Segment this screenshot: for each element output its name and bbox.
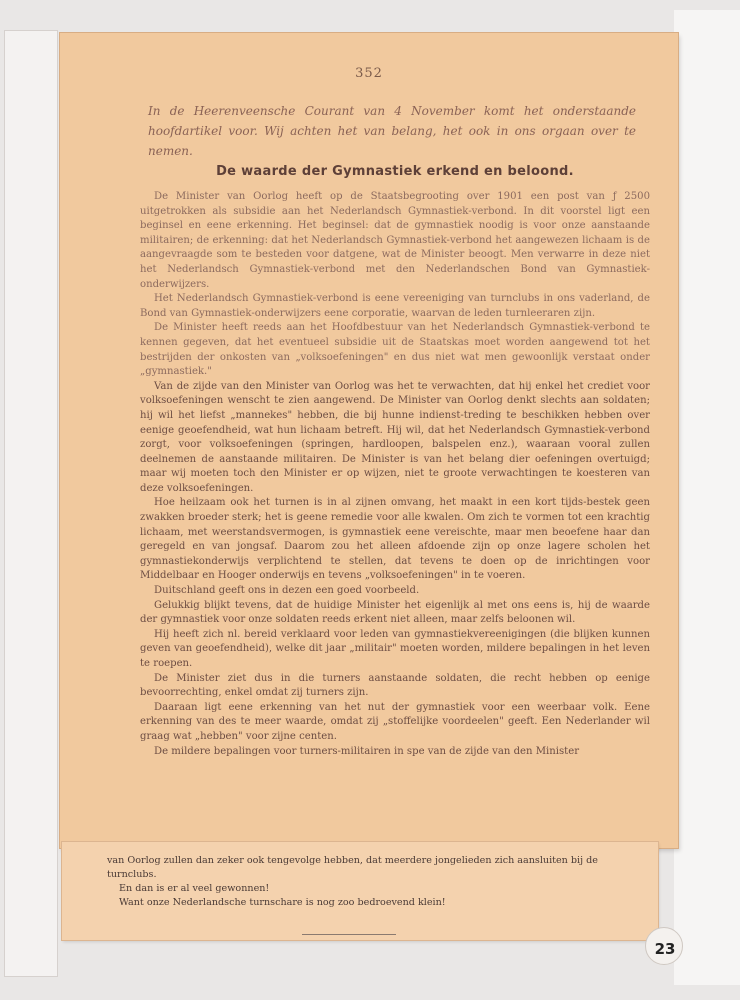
slip-line: En dan is er al veel gewonnen! bbox=[119, 883, 270, 894]
badge-number: 23 bbox=[654, 940, 676, 958]
article-paragraph: De Minister heeft reeds aan het Hoofdbestuur van het Nederlandsch Gymnastiek-verbond te kennen gegeven, dat het eventueel subsidie uit de Staatskas moet worden aangewend tot het bestrijden der onkosten van „volksoefeningen" en dus niet wat men gewoonlijk verstaat onder „gymnastiek." bbox=[140, 322, 650, 378]
continuation-slip bbox=[62, 842, 658, 940]
slip-line: Want onze Nederlandsche turnschare is nog zoo bedroevend klein! bbox=[119, 897, 446, 908]
article-paragraph: Daaraan ligt eene erkenning van het nut der gymnastiek voor een weerbaar volk. Eene erkenning van des te meer waarde, omdat zij „stoffelijke voordeelen" geeft. Een Nederlander wil graag wat „hebben" voor zijne centen. bbox=[140, 701, 650, 742]
backing-sheet bbox=[4, 30, 58, 977]
article-paragraph: Hoe heilzaam ook het turnen is in al zijnen omvang, het maakt in een kort tijds-bestek geen zwakken broeder sterk; het is geene remedie voor alle kwalen. Om zich te vormen tot een krachtig lichaam, met weerstandsvermogen, is gymnastiek eene vereischte, maar men beoefene haar dan geregeld en van jongsaf. Daarom zou het alleen afdoende zijn op onze lagere scholen het gymnastiekonderwijs verplichtend te stellen, dat tevens te doen op de inrichtingen voor Middelbaar en Hooger onderwijs en tevens „volksoefeningen" in te voeren. bbox=[140, 497, 650, 582]
slip-line: van Oorlog zullen dan zeker ook tengevolge hebben, dat meerdere jongelieden zich aansluiten bij de turnclubs. bbox=[107, 855, 598, 880]
article-paragraph: Hij heeft zich nl. bereid verklaard voor leden van gymnastiekvereenigingen (die blijken kunnen geven van geoefendheid), welke dit jaar „militair" moeten worden, mildere bepalingen in het leven te roepen. bbox=[140, 628, 650, 669]
article-paragraph: De Minister ziet dus in die turners aanstaande soldaten, die recht hebben op eenige bevoorrechting, enkel omdat zij turners zijn. bbox=[140, 672, 650, 699]
article-paragraph: Gelukkig blijkt tevens, dat de huidige Minister het eigenlijk al met ons eens is, hij de waarde der gymnastiek voor onze soldaten reeds erkent niet alleen, maar zelfs beloonen wil. bbox=[140, 599, 650, 626]
closing-rule bbox=[302, 934, 396, 935]
intro-note: In de Heerenveensche Courant van 4 November komt het onderstaande hoofdartikel voor. Wij achten het van belang, het ook in ons orgaan over te nemen. bbox=[148, 104, 636, 158]
document-page bbox=[60, 33, 678, 848]
backing-sheet-right bbox=[674, 10, 740, 985]
slip-text bbox=[107, 854, 607, 910]
article-headline: De waarde der Gymnastiek erkend en beloond. bbox=[216, 164, 574, 179]
article-paragraph: De Minister van Oorlog heeft op de Staatsbegrooting over 1901 een post van ƒ 2500 uitgetrokken als subsidie aan het Nederlandsch Gymnastiek-verbond. In dit voorstel ligt een beginsel en eene erkenning. Het beginsel: dat de gymnastiek noodig is voor onze aanstaande militairen; de erkenning: dat het Nederlandsch Gymnastiek-verbond het aangewezen lichaam is de aangevraagde som te besteden voor datgene, wat de Minister beoogt. Men verwarre in deze niet het Nederlandsch Gymnastiek-verbond met den Nederlandschen Bond van Gymnastiek-onderwijzers. bbox=[140, 191, 650, 290]
article-paragraph: Het Nederlandsch Gymnastiek-verbond is eene vereeniging van turnclubs in ons vaderland, de Bond van Gymnastiek-onderwijzers eene corporatie, waarvan de leden turnleeraren zijn. bbox=[140, 293, 650, 319]
article-paragraph: Duitschland geeft ons in dezen een goed voorbeeld. bbox=[154, 585, 420, 597]
article-paragraph: De mildere bepalingen voor turners-militairen in spe van de zijde van den Minister bbox=[154, 745, 580, 757]
article-body bbox=[140, 190, 650, 759]
page-number: 352 bbox=[355, 66, 383, 81]
number-badge bbox=[645, 927, 683, 965]
article-paragraph: Van de zijde van den Minister van Oorlog was het te verwachten, dat hij enkel het crediet voor volksoefeningen wenscht te zien aangewend. De Minister van Oorlog denkt slechts aan soldaten; hij wil het liefst „mannekes" hebben, die bij hunne indienst-treding te beschikken hebben over eenige geoefendheid, wat hun lichaam betreft. Hij wil, dat het Nederlandsch Gymnastiek-verbond zorgt, voor volksoefeningen (springen, hardloopen, balspelen enz.), waaraan vooral zullen deelnemen de aanstaande militairen. De Minister is van het belang dier oefeningen overtuigd; maar wij moeten toch den Minister er op wijzen, niet te groote verwachtingen te koesteren van deze volksoefeningen. bbox=[140, 380, 650, 494]
